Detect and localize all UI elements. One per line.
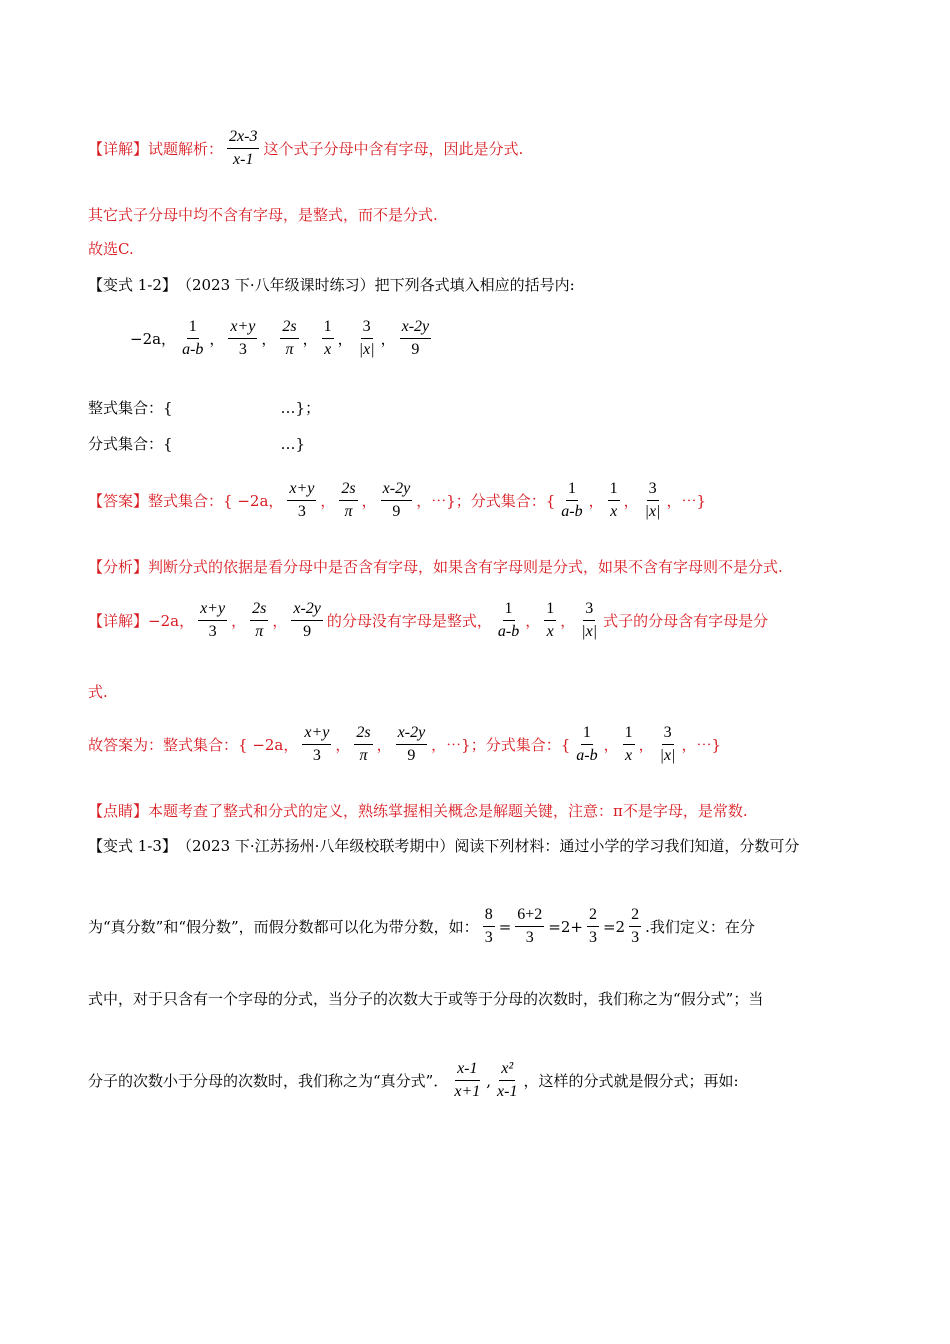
final-answer-line	[88, 724, 864, 766]
frac-2-3: $\frac{2}{3}$	[588, 906, 597, 947]
variant-source: （2023 下·八年级课时练习）	[176, 276, 375, 294]
mixed-frac-2-3: $\frac{2}{3}$	[631, 906, 640, 947]
f-x-plus-y-over-3: $\frac{x+y}{3}$	[304, 724, 330, 765]
expr-x-2y-over-9: $\frac{x-2y}{9}$	[401, 318, 430, 359]
f-2s-over-pi: $\frac{2s}{\pi}$	[356, 724, 371, 765]
ans-x-2y-over-9: $\frac{x-2y}{9}$	[382, 480, 411, 521]
line-2-text: 其它式子分母中均不含有字母，是整式，而不是分式.	[88, 206, 438, 224]
para-text-2: 式中，对于只含有一个字母的分式，当分子的次数大于或等于分母的次数时，我们称之为“假分式”；当	[88, 990, 764, 1008]
separator: ，	[261, 330, 277, 349]
variant-text: 阅读下列材料：通过小学的学习我们知道，分数可分	[454, 837, 800, 855]
detail-end: 式子的分母含有字母是分	[603, 612, 769, 631]
frac-8-3: $\frac{8}{3}$	[484, 906, 493, 947]
line-3	[88, 238, 864, 259]
answer-end: ，⋯}	[666, 492, 707, 511]
para-text-3b: ，这样的分式就是假分式；再如:	[523, 1072, 739, 1091]
ans-1-over-x: $\frac{1}{x}$	[609, 480, 618, 521]
fraction-set	[88, 433, 864, 454]
expr-x-plus-y-over-3: $\frac{x+y}{3}$	[230, 318, 256, 359]
answer-line	[88, 480, 864, 522]
comment-tag: 【点睛】	[88, 802, 149, 820]
comment-line	[88, 800, 864, 821]
equals-2-plus: =2+	[548, 917, 583, 936]
frac-x-1-over-x-plus-1: $\frac{x-1}{x+1}$	[454, 1060, 481, 1101]
equals: =	[498, 917, 512, 936]
detail-line-1	[88, 128, 864, 170]
separator: ，	[337, 330, 353, 349]
variant-1-3	[88, 835, 864, 856]
d-3-over-abs-x: $\frac{3}{|x|}$	[581, 600, 598, 641]
comment-text: 本题考查了整式和分式的定义，熟练掌握相关概念是解题关键，注意：π不是字母，是常数.	[148, 802, 748, 820]
analysis-tag: 【分析】	[88, 558, 149, 576]
line-3-text: 故选C.	[88, 240, 134, 258]
para-line-1	[88, 906, 864, 948]
para-line-3	[88, 1060, 864, 1102]
para-text-1a: 为“真分数”和“假分数”，而假分数都可以化为带分数，如：	[88, 918, 479, 937]
detail-rest: 这个式子分母中含有字母，因此是分式.	[263, 140, 524, 159]
separator: ，	[302, 330, 318, 349]
integral-set	[88, 397, 864, 418]
detail-mid: 的分母没有字母是整式，	[326, 612, 492, 631]
variant-1-2	[88, 274, 864, 295]
fraction-set-end: …}	[280, 434, 306, 453]
f-x-2y-over-9: $\frac{x-2y}{9}$	[397, 724, 426, 765]
d-x-plus-y-over-3: $\frac{x+y}{3}$	[200, 600, 226, 641]
detail-lead: 试题解析：	[148, 140, 224, 159]
answer-fraction-label: ，⋯}；分式集合：{	[416, 492, 556, 511]
separator: ，	[361, 492, 377, 511]
ans-2s-over-pi: $\frac{2s}{\pi}$	[341, 480, 356, 521]
expression-list	[130, 318, 864, 360]
d-x-2y-over-9: $\frac{x-2y}{9}$	[293, 600, 321, 641]
variant-tag: 【变式 1-3】	[88, 837, 177, 855]
separator: ，	[376, 736, 392, 755]
integral-set-end: …}；	[280, 399, 321, 417]
line-2	[88, 204, 864, 225]
expr-1-over-a-b: $\frac{1}{a-b}$	[182, 318, 204, 359]
fraction-set-label: 分式集合：{	[88, 435, 173, 453]
expr-2s-over-pi: $\frac{2s}{\pi}$	[282, 318, 297, 359]
separator: ，	[603, 736, 619, 755]
ans-x-plus-y-over-3: $\frac{x+y}{3}$	[289, 480, 315, 521]
separator: ，	[320, 492, 336, 511]
d-1-over-a-b: $\frac{1}{a-b}$	[497, 600, 520, 641]
detail-cont-text: 式.	[88, 683, 108, 701]
equals-2: =2	[602, 917, 626, 936]
f-1-over-x: $\frac{1}{x}$	[624, 724, 633, 765]
separator: ，	[272, 612, 288, 631]
detail-cont	[88, 681, 864, 702]
ans-3-over-abs-x: $\frac{3}{|x|}$	[644, 480, 661, 521]
detail-line-2	[88, 600, 864, 642]
frac-x2-over-x-1: $\frac{\text{x²}}{x-1}$	[497, 1060, 518, 1101]
integral-set-label: 整式集合：{	[88, 399, 173, 417]
separator: ，	[525, 612, 541, 631]
expr-1-over-x: $\frac{1}{x}$	[323, 318, 332, 359]
detail-neg2a: −2a，	[148, 612, 195, 631]
final-lead: 故答案为：整式集合：{ −2a，	[88, 736, 299, 755]
separator: ，	[638, 736, 654, 755]
f-3-over-abs-x: $\frac{3}{|x|}$	[659, 724, 676, 765]
answer-integral-label: 整式集合：{ −2a，	[148, 492, 284, 511]
separator: ，	[623, 492, 639, 511]
separator: ，	[380, 330, 396, 349]
para-line-2	[88, 988, 864, 1009]
detail-tag: 【详解】	[88, 140, 149, 159]
separator: ，	[231, 612, 247, 631]
frac-6-plus-2-3: $\frac{6+2}{3}$	[517, 906, 543, 947]
separator: ，	[335, 736, 351, 755]
analysis-line	[88, 556, 864, 577]
d-2s-over-pi: $\frac{2s}{\pi}$	[252, 600, 267, 641]
final-end: ，⋯}	[681, 736, 722, 755]
variant-text: 把下列各式填入相应的括号内:	[374, 276, 575, 294]
separator: ，	[588, 492, 604, 511]
detail-tag: 【详解】	[88, 612, 149, 631]
variant-source: （2023 下·江苏扬州·八年级校联考期中）	[176, 837, 455, 855]
comma: ,	[486, 1071, 492, 1090]
para-text-3a: 分子的次数小于分母的次数时，我们称之为“真分式”．	[88, 1072, 449, 1091]
separator: ，	[209, 330, 225, 349]
analysis-text: 判断分式的依据是看分母中是否含有字母，如果含有字母则是分式，如果不含有字母则不是分式.	[148, 558, 783, 576]
fraction-2x-3-over-x-1: $\frac{2x-3}{x-1}$	[229, 128, 258, 169]
expr-3-over-abs-x: $\frac{3}{|x|}$	[358, 318, 375, 359]
d-1-over-x: $\frac{1}{x}$	[546, 600, 555, 641]
answer-tag: 【答案】	[88, 492, 149, 511]
final-mid: ，⋯}；分式集合：{	[431, 736, 571, 755]
para-text-1b: .我们定义：在分	[645, 918, 755, 937]
ans-1-over-a-b: $\frac{1}{a-b}$	[561, 480, 583, 521]
expr-neg2a: −2a，	[130, 330, 177, 349]
variant-tag: 【变式 1-2】	[88, 276, 177, 294]
f-1-over-a-b: $\frac{1}{a-b}$	[576, 724, 598, 765]
separator: ，	[560, 612, 576, 631]
